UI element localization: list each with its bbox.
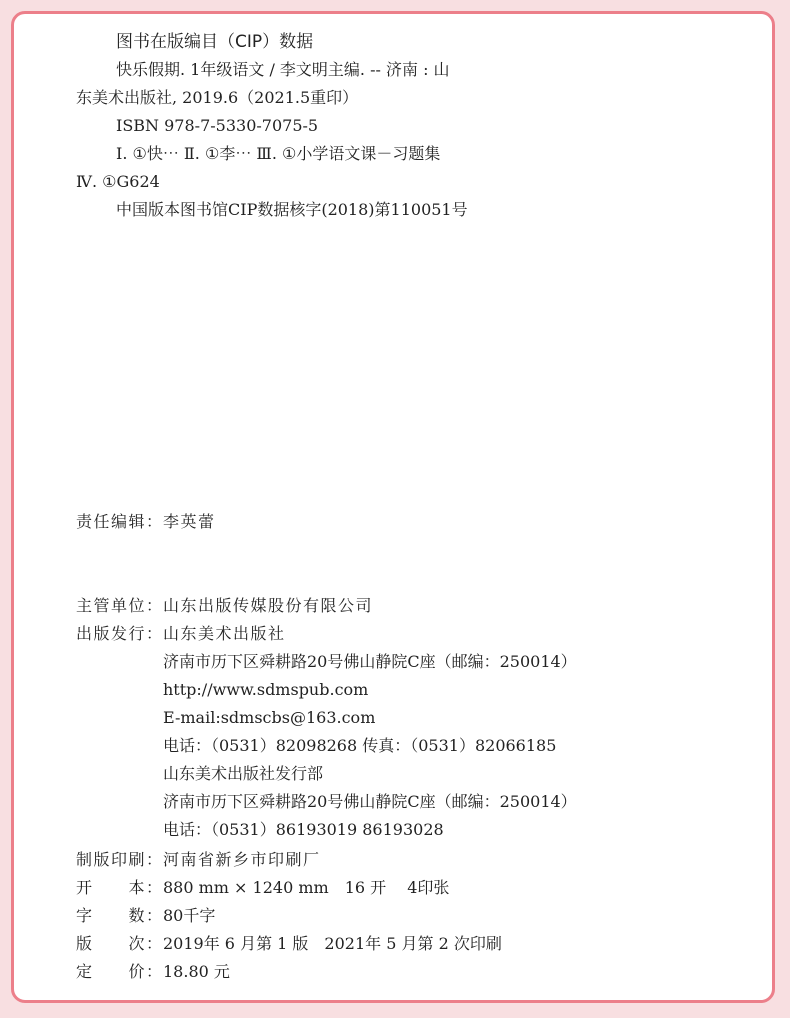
cip-title: 图书在版编目（CIP）数据 bbox=[116, 32, 314, 52]
format-value: 880 mm × 1240 mm 16 开 4印张 bbox=[163, 878, 450, 897]
classification: Ⅰ. ①快⋯ Ⅱ. ①李⋯ Ⅲ. ①小学语文课－习题集 bbox=[116, 144, 441, 163]
classification-cont: Ⅳ. ①G624 bbox=[76, 172, 160, 191]
words-value: 80千字 bbox=[163, 906, 216, 925]
publisher-name: 山东美术出版社 bbox=[163, 624, 286, 643]
price-label: 定 价： bbox=[76, 962, 164, 981]
publisher-phone-fax: 电话：（0531）82098268 传真：（0531）82066185 bbox=[163, 736, 557, 755]
price-value: 18.80 元 bbox=[163, 962, 230, 981]
publisher-label: 出版发行： bbox=[76, 624, 164, 643]
cip-line-1: 快乐假期. 1年级语文 / 李文明主编. -- 济南 : 山 bbox=[116, 60, 450, 79]
cip-line-2: 东美术出版社, 2019.6（2021.5重印） bbox=[76, 88, 359, 107]
editor-value: 李英蕾 bbox=[163, 512, 216, 531]
distribution-phone: 电话：（0531）86193019 86193028 bbox=[163, 820, 444, 839]
editor-label: 责任编辑： bbox=[76, 512, 164, 531]
publisher-website: http://www.sdmspub.com bbox=[163, 680, 369, 699]
cip-verification: 中国版本图书馆CIP数据核字(2018)第110051号 bbox=[116, 200, 468, 219]
format-label: 开 本： bbox=[76, 878, 164, 897]
publisher-address: 济南市历下区舜耕路20号佛山静院C座（邮编：250014） bbox=[163, 652, 577, 671]
publisher-email: E-mail:sdmscbs@163.com bbox=[163, 708, 376, 727]
sponsor-label: 主管单位： bbox=[76, 596, 164, 615]
edition-label: 版 次： bbox=[76, 934, 164, 953]
printing-value: 河南省新乡市印刷厂 bbox=[163, 850, 321, 869]
distribution-address: 济南市历下区舜耕路20号佛山静院C座（邮编：250014） bbox=[163, 792, 577, 811]
sponsor-value: 山东出版传媒股份有限公司 bbox=[163, 596, 374, 615]
printing-label: 制版印刷： bbox=[76, 850, 164, 869]
isbn: ISBN 978-7-5330-7075-5 bbox=[116, 116, 319, 135]
edition-value: 2019年 6 月第 1 版 2021年 5 月第 2 次印刷 bbox=[163, 934, 502, 953]
words-label: 字 数： bbox=[76, 906, 164, 925]
distribution-dept: 山东美术出版社发行部 bbox=[163, 764, 324, 783]
